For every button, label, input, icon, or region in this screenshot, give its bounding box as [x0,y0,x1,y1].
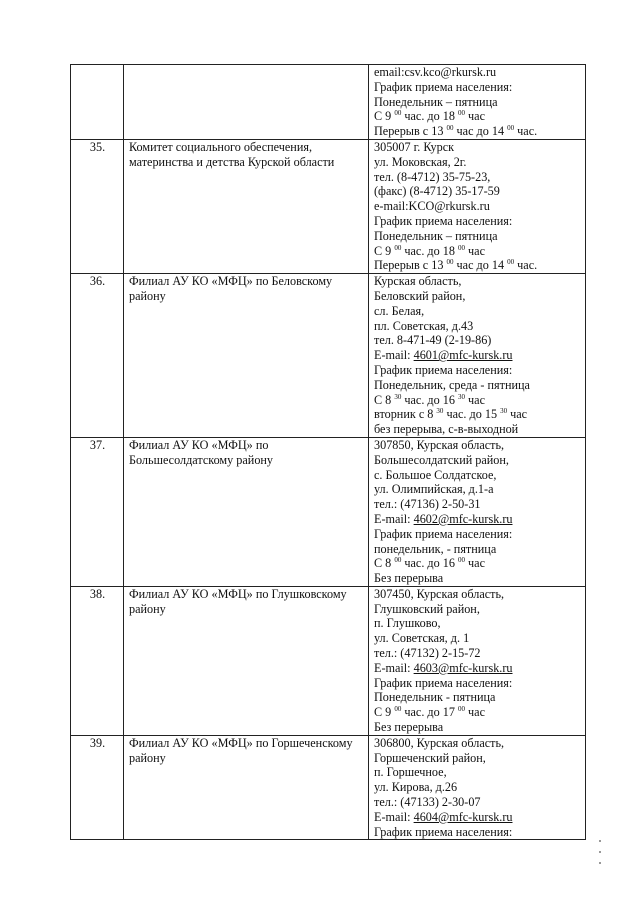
contact-line: 305007 г. Курск [374,139,455,154]
table-row [71,274,586,438]
time-minutes-superscript: 00 [458,705,465,714]
text-fragment: С 9 [374,243,395,258]
row-number: 35. [89,139,106,154]
contact-line: тел.: (47133) 2-30-07 [374,795,481,810]
contact-line: 307450, Курская область, [374,586,505,601]
text-fragment: час. до 15 [443,407,501,422]
time-minutes-superscript: 00 [507,258,515,267]
row-number: 37. [89,437,106,452]
time-minutes-superscript: 30 [500,407,508,416]
contact-line [374,661,581,676]
text-fragment: С 8 [374,556,395,571]
email-link: 4601@mfc-kursk.ru [413,348,513,363]
contact-line: График приема населения: [374,675,513,690]
contact-info-cell [369,735,586,840]
organization-name-cell [124,735,369,840]
contact-line: ул. Моковская, 2г. [374,154,467,169]
organization-name-cell [124,586,369,735]
text-fragment: час. [514,124,538,139]
email-link: 4604@mfc-kursk.ru [413,809,513,824]
time-minutes-superscript: 00 [458,556,465,565]
text-fragment: час. до 16 [401,392,458,407]
contact-line [374,407,581,422]
text-fragment: Перерыв с 13 [374,258,447,273]
contact-line: Глушковский район, [374,601,480,616]
contact-line: понедельник, - пятница [374,541,497,556]
contact-line [374,109,581,124]
contact-line: 307850, Курская область, [374,437,505,452]
contact-line: ул. Олимпийская, д.1-а [374,482,494,497]
organization-name-cell [124,139,369,273]
contact-line: График приема населения: [374,824,513,839]
text-fragment: E-mail: [374,511,414,526]
organization-name-cell [124,437,369,586]
contact-line [374,348,581,363]
text-fragment: час. до 16 [401,556,458,571]
contact-line [374,393,581,408]
text-fragment: час [465,392,485,407]
text-fragment: час. [514,258,538,273]
text-fragment: Перерыв с 13 [374,124,447,139]
row-number-cell [71,437,124,586]
table-body [71,65,586,840]
contact-line: Большесолдатский район, [374,452,509,467]
contact-info-cell [369,274,586,438]
row-number-cell [71,735,124,840]
email-link: 4602@mfc-kursk.ru [413,511,513,526]
time-minutes-superscript: 00 [446,124,454,133]
time-minutes-superscript: 00 [458,109,465,118]
organization-name: Филиал АУ КО «МФЦ» по Глушковскому району [129,586,347,616]
contact-line: ул. Кирова, д.26 [374,780,458,795]
organization-name-cell [124,65,369,140]
time-minutes-superscript: 00 [394,556,402,565]
row-number: 36. [89,274,106,289]
table-row [71,437,586,586]
contact-line [374,556,581,571]
text-fragment: час [465,243,485,258]
text-fragment: час. до 18 [401,243,458,258]
table-row [71,586,586,735]
organization-name-cell [124,274,369,438]
contact-line: п. Глушково, [374,616,441,631]
text-fragment: час. до 18 [401,109,458,124]
contact-info-cell [369,65,586,140]
contact-info-cell [369,139,586,273]
contact-line [374,512,581,527]
contact-line: Понедельник - пятница [374,690,496,705]
time-minutes-superscript: 00 [446,258,454,267]
organization-name: Филиал АУ КО «МФЦ» по Горшеченскому району [129,735,353,765]
contact-line: email:csv.kco@rkursk.ru [374,65,497,79]
contact-line: График приема населения: [374,526,513,541]
contact-line: Без перерыва [374,720,444,735]
contact-line: 306800, Курская область, [374,735,505,750]
time-minutes-superscript: 30 [394,392,402,401]
contact-line [374,124,581,139]
time-minutes-superscript: 30 [458,392,465,401]
time-minutes-superscript: 00 [507,124,515,133]
contact-line: Курская область, [374,274,462,289]
text-fragment: вторник с 8 [374,407,437,422]
organization-name: Филиал АУ КО «МФЦ» по Большесолдатскому району [129,437,274,467]
contact-line: тел.: (47132) 2-15-72 [374,646,481,661]
row-number: 39. [89,735,106,750]
row-number-cell [71,65,124,140]
text-fragment: час [507,407,528,422]
text-fragment: час до 14 [453,124,508,139]
contact-line: Беловский район, [374,288,466,303]
contact-line: Без перерыва [374,571,444,586]
contact-line: Горшеченский район, [374,750,486,765]
contact-line: График приема населения: [374,213,513,228]
contact-line: Понедельник – пятница [374,94,498,109]
contact-line: с. Большое Солдатское, [374,467,497,482]
table-row [71,735,586,840]
time-minutes-superscript: 00 [394,109,402,118]
contact-line: пл. Советская, д.43 [374,318,474,333]
text-fragment: E-mail: [374,660,414,675]
contact-info-cell [369,437,586,586]
contact-line: Понедельник, среда - пятница [374,377,530,392]
email-link: 4603@mfc-kursk.ru [413,660,513,675]
text-fragment: E-mail: [374,809,414,824]
contact-line: тел. 8-471-49 (2-19-86) [374,333,492,348]
table-row [71,139,586,273]
row-number-cell [71,274,124,438]
contact-line: Понедельник – пятница [374,228,498,243]
text-fragment: С 9 [374,705,395,720]
time-minutes-superscript: 00 [394,705,402,714]
contact-line: ул. Советская, д. 1 [374,631,470,646]
contact-line [374,244,581,259]
time-minutes-superscript: 00 [458,243,465,252]
contact-line [374,705,581,720]
text-fragment: час [465,705,485,720]
contact-line [374,258,581,273]
row-number: 38. [89,586,106,601]
contact-line: (факс) (8-4712) 35-17-59 [374,184,500,199]
organizations-table [70,64,586,840]
contact-line: тел.: (47136) 2-50-31 [374,497,481,512]
contact-line: п. Горшечное, [374,765,447,780]
contact-line: тел. (8-4712) 35-75-23, [374,169,491,184]
table-row [71,65,586,140]
time-minutes-superscript: 30 [436,407,444,416]
text-fragment: час [465,556,485,571]
text-fragment: С 9 [374,109,395,124]
organization-name: Филиал АУ КО «МФЦ» по Беловскому району [129,274,333,303]
contact-line [374,810,581,825]
contact-line: График приема населения: [374,79,513,94]
text-fragment: E-mail: [374,348,414,363]
organization-name: Комитет социального обеспечения, материнства и детства Курской области [129,139,335,169]
contact-info-cell [369,586,586,735]
text-fragment: час [465,109,485,124]
row-number-cell [71,586,124,735]
contact-line: График приема населения: [374,362,513,377]
row-number-cell [71,139,124,273]
time-minutes-superscript: 00 [394,243,402,252]
scan-artifact [599,840,602,880]
text-fragment: С 8 [374,392,395,407]
text-fragment: час. до 17 [401,705,458,720]
contact-line: e-mail:KCO@rkursk.ru [374,199,490,214]
contact-line: сл. Белая, [374,303,425,318]
contact-line: без перерыва, с-в-выходной [374,422,519,437]
text-fragment: час до 14 [453,258,508,273]
